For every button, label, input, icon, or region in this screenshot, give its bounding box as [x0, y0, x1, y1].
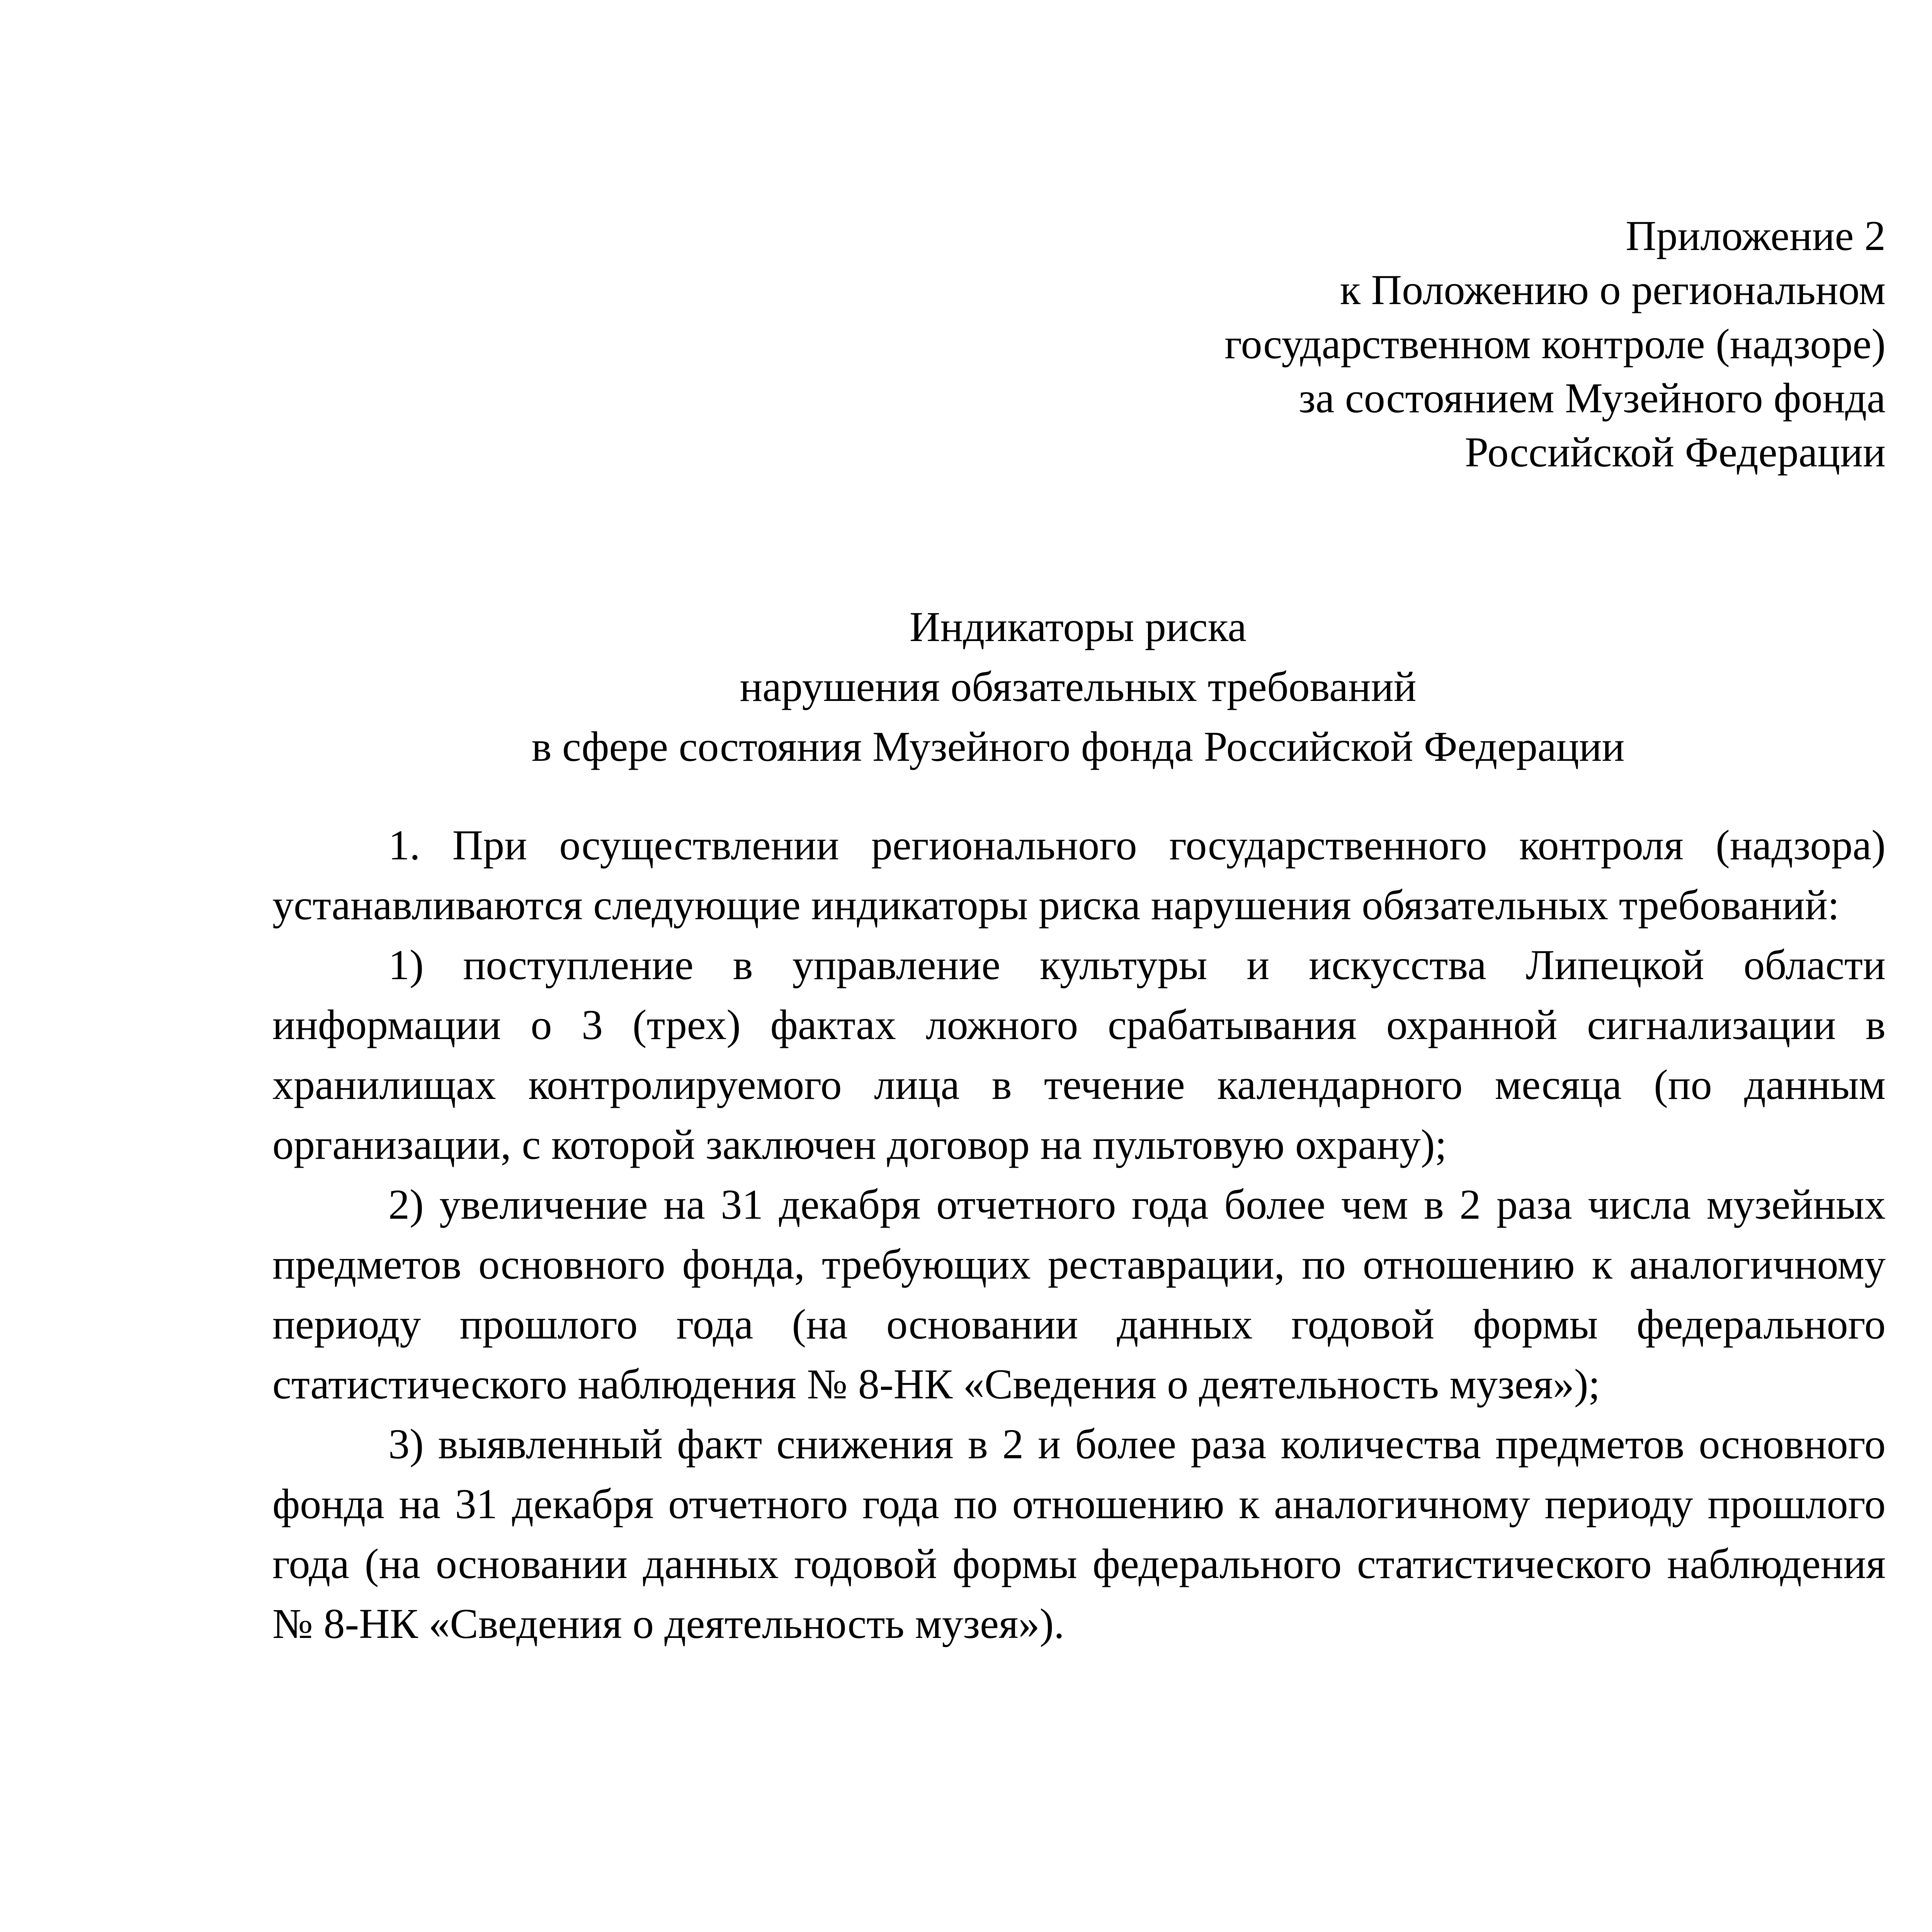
paragraph-item-2: 2) увеличение на 31 декабря отчетного года более чем в 2 раза числа музейных предметов основного фонда, требующих реставрации, по отношению к аналогичному периоду прошлого года (на основании данных годовой формы федерального статистического наблюдения № 8-НК «Сведения о деятельность музея»); — [272, 1181, 1886, 1408]
appendix-header-line: государственном контроле (надзоре) — [1225, 320, 1886, 367]
appendix-header-line: к Положению о региональном — [1340, 266, 1886, 313]
document-title-line: Индикаторы риска — [909, 603, 1247, 650]
paragraph-item-1: 1) поступление в управление культуры и искусства Липецкой области информации о 3 (трех) фактах ложного срабатывания охранной сигнализации в хранилищах контролируемого лица в течение календарного месяца (по данным организации, с которой заключен договор на пультовую охрану); — [272, 941, 1886, 1168]
document-title-line: в сфере состояния Музейного фонда Российской Федерации — [531, 723, 1625, 770]
appendix-header — [958, 209, 1886, 479]
appendix-header-line: за состоянием Музейного фонда — [1299, 374, 1886, 422]
document-title — [270, 597, 1886, 777]
appendix-header-line: Приложение 2 — [1626, 212, 1886, 259]
appendix-header-line: Российской Федерации — [1464, 429, 1886, 476]
document-body — [272, 815, 1886, 1654]
paragraph-intro: 1. При осуществлении регионального государственного контроля (надзора) устанавливаются следующие индикаторы риска нарушения обязательных требований: — [272, 821, 1886, 929]
paragraph-item-3: 3) выявленный факт снижения в 2 и более раза количества предметов основного фонда на 31 декабря отчетного года по отношению к аналогичному периоду прошлого года (на основании данных годовой формы федерального статистического наблюдения № 8-НК «Сведения о деятельность музея»). — [272, 1420, 1886, 1647]
document-title-line: нарушения обязательных требований — [740, 663, 1417, 710]
